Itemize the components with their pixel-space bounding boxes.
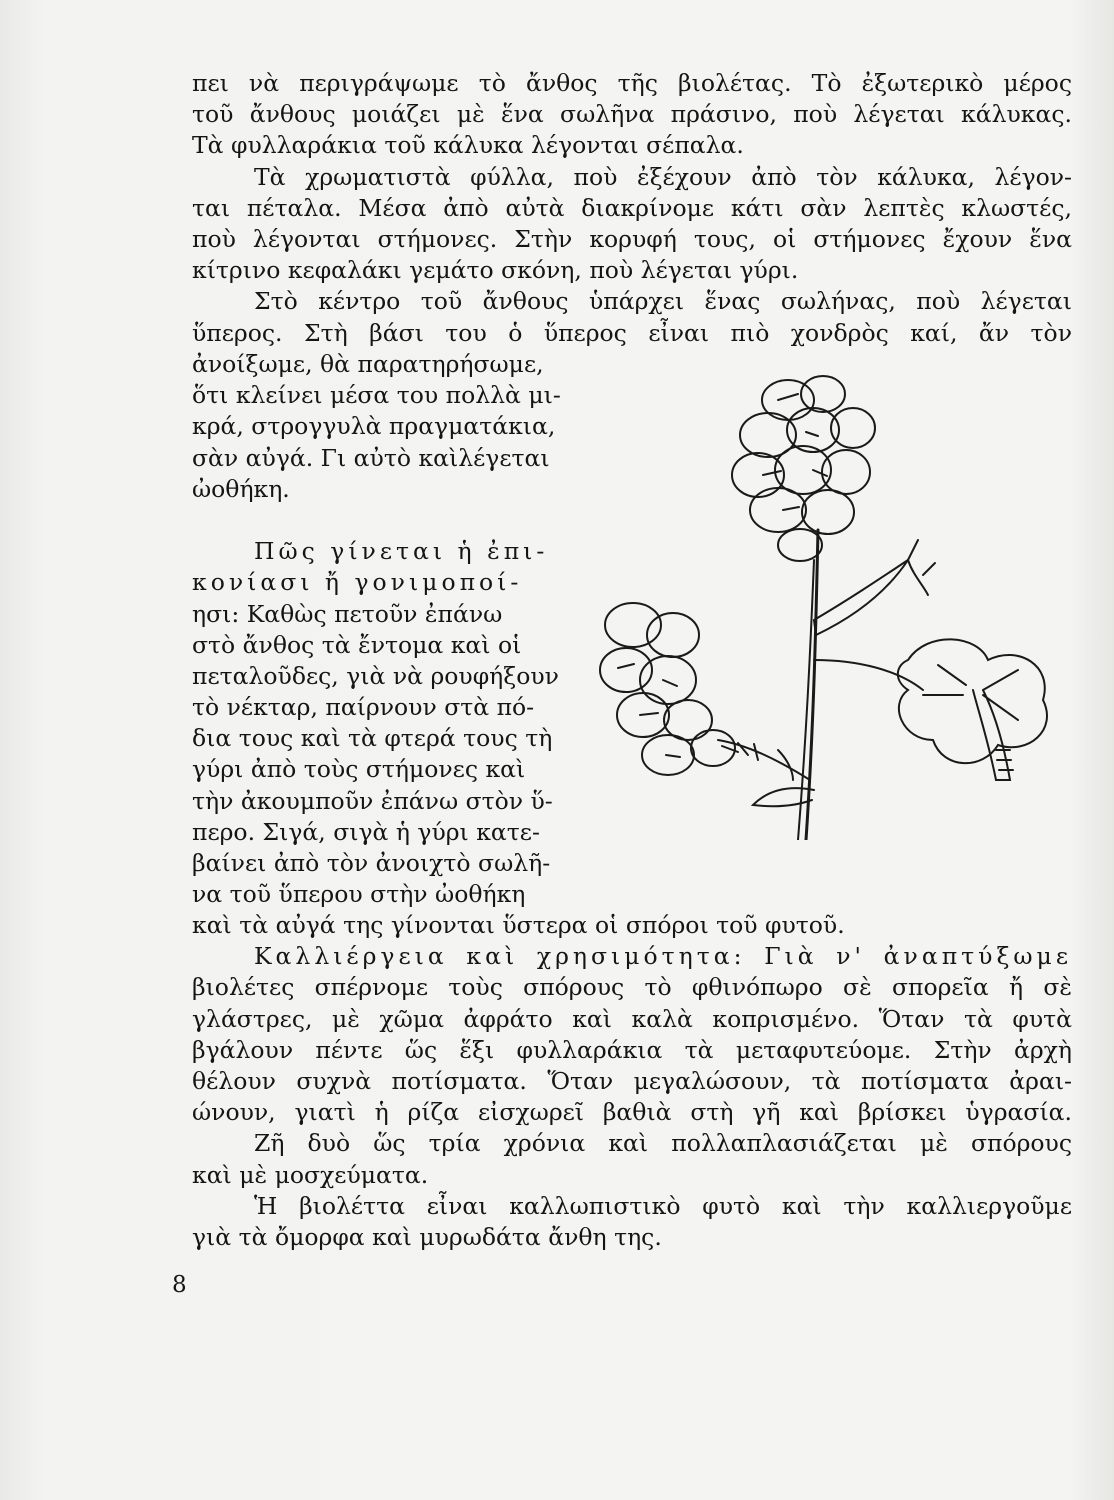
text-line: ώνουν, γιατὶ ἡ ρίζα εἰσχωρεῖ βαθιὰ στὴ γῆ καὶ βρίσκει ὑγρασία. [192,1098,1072,1127]
text-line: να τοῦ ὕπερου στὴν ὠοθήκη [192,880,526,909]
bottom-paragraphs [192,910,1072,1253]
text-line: τὸ νέκταρ, παίρνουν στὰ πό- [192,693,535,722]
text-line: πει νὰ περιγράψωμε τὸ ἄνθος τῆς βιολέτας. Τὸ ἐξωτερικὸ μέρος [192,69,1072,97]
text-line: κρά, στρογγυλὰ πραγματάκια, [192,412,556,441]
text-line: ησι: Καθὼς πετοῦν ἐπάνω [192,599,503,628]
text-line: δια τους καὶ τὰ φτερά τους τὴ [192,724,553,753]
text-line: βαίνει ἀπὸ τὸν ἀνοιχτὸ σωλῆ- [192,849,551,877]
top-paragraphs [192,68,1072,349]
spacer-line [192,505,592,536]
text-line: Τὰ χρωματιστὰ φύλλα, ποὺ ἐξέχουν ἀπὸ τὸν κάλυκα, λέγον- [254,162,1072,191]
left-column [192,349,592,910]
text-line: ἀνοίξωμε, θὰ παρατηρήσωμε, [192,350,544,378]
page-number: 8 [172,1272,187,1298]
text-line: τὴν ἀκουμποῦν ἐπάνω στὸν ὕ- [192,786,553,815]
text-line: βγάλουν πέντε ὥς ἕξι φυλλαράκια τὰ μεταφυτεύομε. Στὴν ἀρχὴ [192,1035,1072,1064]
text-line: Στὸ κέντρο τοῦ ἄνθους ὑπάρχει ἕνας σωλήνας, ποὺ λέγεται [254,287,1072,316]
section-heading: Καλλιέργεια καὶ χρησιμότητα: Γιὰ ν' ἀναπτύξωμε [254,942,1072,971]
text-line: ται πέταλα. Μέσα ἀπὸ αὐτὰ διακρίνομε κάτι σὰν λεπτὲς κλωστές, [192,193,1072,222]
section-heading: κονίασι ἤ γονιμοποί- [192,568,523,597]
section-heading: Πῶς γίνεται ἡ ἐπι- [254,537,549,566]
violet-plant-illustration [578,360,1058,840]
text-line: ποὺ λέγονται στήμονες. Στὴν κορυφή τους, οἱ στήμονες ἔχουν ἕνα [192,224,1072,253]
text-line: σὰν αὐγά. Γι αὐτὸ καὶλέγεται [192,443,550,472]
text-line: βιολέτες σπέρνομε τοὺς σπόρους τὸ φθινόπωρο σὲ σπορεῖα ἤ σὲ [192,973,1072,1002]
text-line: γιὰ τὰ ὄμορφα καὶ μυρωδάτα ἄνθη της. [192,1222,662,1251]
text-line: καὶ μὲ μοσχεύματα. [192,1160,429,1189]
text-line: πεταλοῦδες, γιὰ νὰ ρουφήξουν [192,661,559,690]
text-line: καὶ τὰ αὐγά της γίνονται ὕστερα οἱ σπόροι τοῦ φυτοῦ. [192,911,845,939]
text-line: ὕπερος. Στὴ βάσι του ὁ ὕπερος εἶναι πιὸ χονδρὸς καί, ἄν τὸν [192,318,1072,347]
text-line: θέλουν συχνὰ ποτίσματα. Ὅταν μεγαλώσουν, τὰ ποτίσματα ἀραι- [192,1066,1072,1095]
text-line: περο. Σιγά, σιγὰ ἡ γύρι κατε- [192,817,540,846]
text-line: Τὰ φυλλαράκια τοῦ κάλυκα λέγονται σέπαλα. [192,131,744,160]
text-line: ὠοθήκη. [192,474,290,503]
text-line: Ἡ βιολέττα εἶναι καλλωπιστικὸ φυτὸ καὶ τὴν καλλιεργοῦμε [254,1191,1072,1220]
text-line: γύρι ἀπὸ τοὺς στήμονες καὶ [192,755,526,784]
text-line: τοῦ ἄνθους μοιάζει μὲ ἕνα σωλῆνα πράσινο, ποὺ λέγεται κάλυκας. [192,100,1072,129]
text-line: γλάστρες, μὲ χῶμα ἀφράτο καὶ καλὰ κοπρισμένο. Ὅταν τὰ φυτὰ [192,1004,1072,1033]
text-line: κίτρινο κεφαλάκι γεμάτο σκόνη, ποὺ λέγεται γύρι. [192,256,799,285]
text-line: στὸ ἄνθος τὰ ἔντομα καὶ οἱ [192,630,522,659]
text-line: Ζῆ δυὸ ὥς τρία χρόνια καὶ πολλαπλασιάζεται μὲ σπόρους [254,1129,1072,1158]
text-line: ὅτι κλείνει μέσα του πολλὰ μι- [192,381,561,410]
